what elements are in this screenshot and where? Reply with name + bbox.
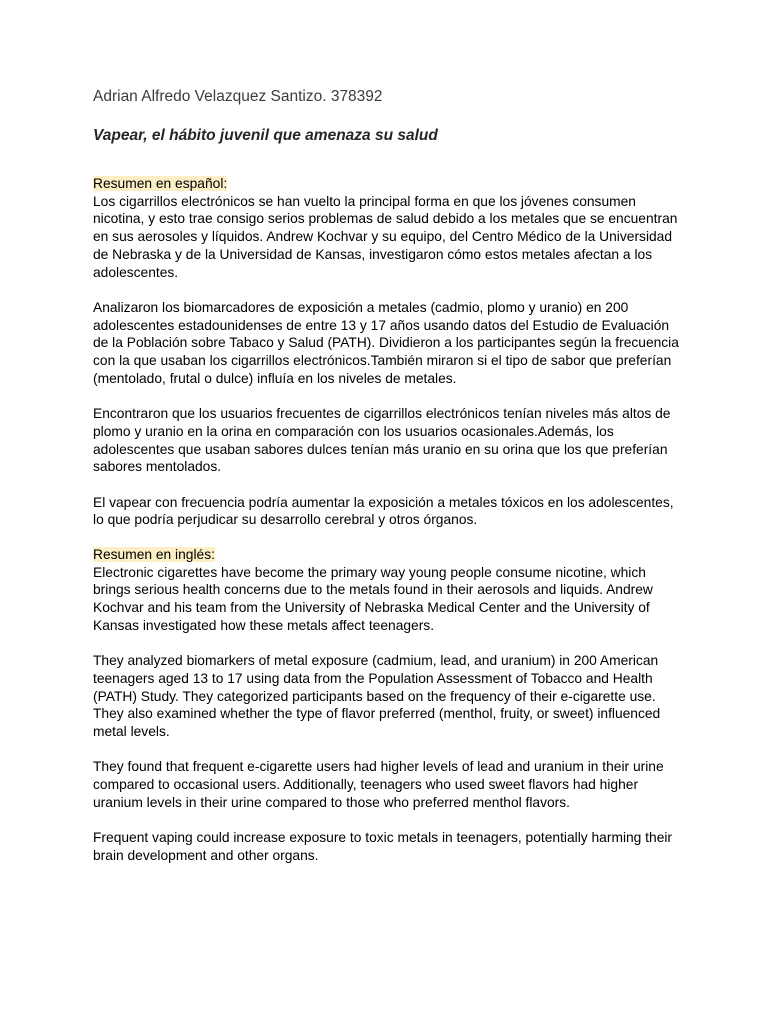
paragraph: They analyzed biomarkers of metal exposure (cadmium, lead, and uranium) in 200 American teenagers aged 13 to 17 using data from the Population Assessment of Tobacco and Health (PATH) Study. They categorized participants based on the frequency of their e-cigarette use. They also examined whether the type of flavor preferred (menthol, fruity, or sweet) influenced metal levels.	[93, 653, 661, 740]
heading-highlight: Resumen en inglés:	[93, 547, 215, 563]
paragraph: El vapear con frecuencia podría aumentar la exposición a metales tóxicos en los adolescentes, lo que podría perjudicar su desarrollo cerebral y otros órganos.	[93, 494, 674, 528]
paragraph: Encontraron que los usuarios frecuentes de cigarrillos electrónicos tenían niveles más altos de plomo y uranio en la orina en comparación con los usuarios ocasionales.Además, los adolescentes que usaban sabores dulces tenían más uranio en su orina que los que preferían sabores mentolados.	[93, 406, 671, 475]
paragraph: Frequent vaping could increase exposure to toxic metals in teenagers, potentially harming their brain development and other organs.	[93, 830, 673, 863]
section-heading	[93, 175, 683, 193]
section-heading	[93, 546, 683, 564]
spanish-summary-section	[93, 175, 683, 529]
paragraph: Los cigarrillos electrónicos se han vuelto la principal forma en que los jóvenes consumen nicotina, y esto trae consigo serios problemas de salud debido a los metales que se encuentran en sus aerosoles y líquidos. Andrew Kochvar y su equipo, del Centro Médico de la Universidad de Nebraska y de la Universidad de Kansas, investigaron cómo estos metales afectan a los adolescentes.	[93, 193, 678, 280]
heading-highlight: Resumen en español:	[93, 176, 228, 191]
english-summary-section	[93, 546, 683, 865]
paragraph: They found that frequent e-cigarette users had higher levels of lead and uranium in their urine compared to occasional users. Additionally, teenagers who used sweet flavors had higher uranium levels in their urine compared to those who preferred menthol flavors.	[93, 759, 664, 810]
document-page	[93, 86, 683, 865]
paragraph: Analizaron los biomarcadores de exposición a metales (cadmio, plomo y uranio) en 200 adolescentes estadounidenses de entre 13 y 17 años usando datos del Estudio de Evaluación de la Población sobre Tabaco y Salud (PATH). Dividieron a los participantes según la frecuencia con la que usaban los cigarrillos electrónicos.También miraron si el tipo de sabor que preferían (mentolado, frutal o dulce) influía en los niveles de metales.	[93, 299, 679, 386]
document-title: Vapear, el hábito juvenil que amenaza su salud	[93, 127, 438, 144]
paragraph: Electronic cigarettes have become the primary way young people consume nicotine, which brings serious health concerns due to the metals found in their aerosols and liquids. Andrew Kochvar and his team from the University of Nebraska Medical Center and the University of Kansas investigated how these metals affect teenagers.	[93, 564, 653, 633]
author-line: Adrian Alfredo Velazquez Santizo. 378392	[93, 88, 383, 105]
